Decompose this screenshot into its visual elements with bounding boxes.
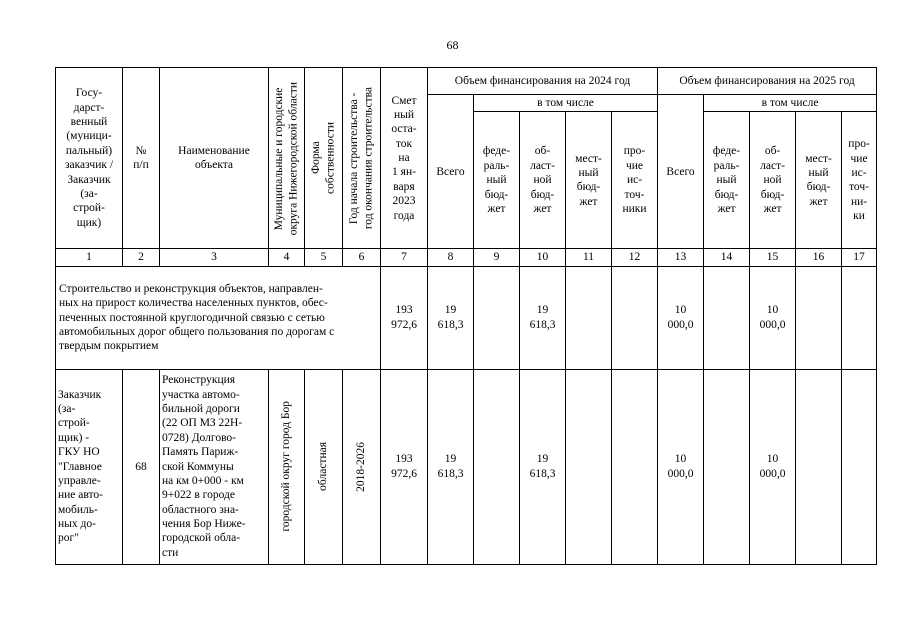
section-total-2025: 10 000,0 — [658, 266, 704, 369]
header-number: № п/п — [123, 68, 160, 249]
section-row — [56, 266, 877, 369]
header-fin-2024: Объем финансирования на 2024 год — [428, 68, 658, 95]
header-years: Год начала строительства - год окончания строительства — [343, 68, 381, 249]
header-regional-2024: об- ласт- ной бюд- жет — [520, 112, 566, 249]
header-incl-2025: в том числе — [704, 95, 877, 112]
object-local-2025 — [796, 369, 842, 564]
object-ownership: областная — [305, 369, 343, 564]
object-municipal: городской округ город Бор — [269, 369, 305, 564]
header-local-2024: мест- ный бюд- жет — [566, 112, 612, 249]
section-local-2025 — [796, 266, 842, 369]
col-number: 5 — [305, 249, 343, 266]
col-number: 16 — [796, 249, 842, 266]
section-regional-2024: 19 618,3 — [520, 266, 566, 369]
object-regional-2024: 19 618,3 — [520, 369, 566, 564]
col-number: 9 — [474, 249, 520, 266]
col-number: 12 — [612, 249, 658, 266]
section-title: Строительство и реконструкция объектов, направлен- ных на прирост количества населенных пунктов, обес- печенных постоянной круглогодичной связью с сетью автомобильных дорог общего пользования по дорогам с твердым покрытием — [56, 266, 381, 369]
header-estimate: Смет ный оста- ток на 1 ян- варя 2023 года — [381, 68, 428, 249]
header-total-2025: Всего — [658, 95, 704, 249]
col-number: 10 — [520, 249, 566, 266]
header-regional-2025: об- ласт- ной бюд- жет — [750, 112, 796, 249]
financing-table — [55, 67, 877, 565]
section-federal-2025 — [704, 266, 750, 369]
col-number: 11 — [566, 249, 612, 266]
col-number: 13 — [658, 249, 704, 266]
object-number: 68 — [123, 369, 160, 564]
object-other-2024 — [612, 369, 658, 564]
section-other-2024 — [612, 266, 658, 369]
object-regional-2025: 10 000,0 — [750, 369, 796, 564]
object-other-2025 — [842, 369, 877, 564]
section-total-2024: 19 618,3 — [428, 266, 474, 369]
object-estimate: 193 972,6 — [381, 369, 428, 564]
col-number: 8 — [428, 249, 474, 266]
page-number: 68 — [446, 38, 459, 52]
section-regional-2025: 10 000,0 — [750, 266, 796, 369]
col-number: 6 — [343, 249, 381, 266]
header-customer: Госу- дарст- венный (муници- пальный) заказчик / Заказчик (за- строй- щик) — [56, 68, 123, 249]
object-row — [56, 369, 877, 564]
object-local-2024 — [566, 369, 612, 564]
section-other-2025 — [842, 266, 877, 369]
object-total-2025: 10 000,0 — [658, 369, 704, 564]
col-number: 17 — [842, 249, 877, 266]
header-fin-2025: Объем финансирования на 2025 год — [658, 68, 877, 95]
object-years: 2018-2026 — [343, 369, 381, 564]
header-local-2025: мест- ный бюд- жет — [796, 112, 842, 249]
header-other-2025: про- чие ис- точ- ни- ки — [842, 112, 877, 249]
object-total-2024: 19 618,3 — [428, 369, 474, 564]
header-ownership: Форма собственности — [305, 68, 343, 249]
header-object-name: Наименование объекта — [160, 68, 269, 249]
col-number: 15 — [750, 249, 796, 266]
header-federal-2025: феде- раль- ный бюд- жет — [704, 112, 750, 249]
header-municipal: Муниципальные и городские округа Нижегородской области — [269, 68, 305, 249]
col-number: 3 — [160, 249, 269, 266]
object-name: Реконструкция участка автомо- бильной дороги (22 ОП МЗ 22Н- 0728) Долгово- Память Париж- ской Коммуны на км 0+000 - км 9+022 в городе областного зна- чения Бор Ниже- городской обла- сти — [160, 369, 269, 564]
header-incl-2024: в том числе — [474, 95, 658, 112]
header-federal-2024: феде- раль- ный бюд- жет — [474, 112, 520, 249]
col-number: 2 — [123, 249, 160, 266]
col-number: 1 — [56, 249, 123, 266]
col-number: 4 — [269, 249, 305, 266]
header-total-2024: Всего — [428, 95, 474, 249]
object-federal-2025 — [704, 369, 750, 564]
section-estimate: 193 972,6 — [381, 266, 428, 369]
header-other-2024: про- чие ис- точ- ники — [612, 112, 658, 249]
object-federal-2024 — [474, 369, 520, 564]
column-number-row — [56, 249, 877, 266]
col-number: 14 — [704, 249, 750, 266]
section-local-2024 — [566, 266, 612, 369]
col-number: 7 — [381, 249, 428, 266]
section-federal-2024 — [474, 266, 520, 369]
object-customer: Заказчик (за- строй- щик) - ГКУ НО "Главное управле- ние авто- мобиль- ных до- рог" — [56, 369, 123, 564]
